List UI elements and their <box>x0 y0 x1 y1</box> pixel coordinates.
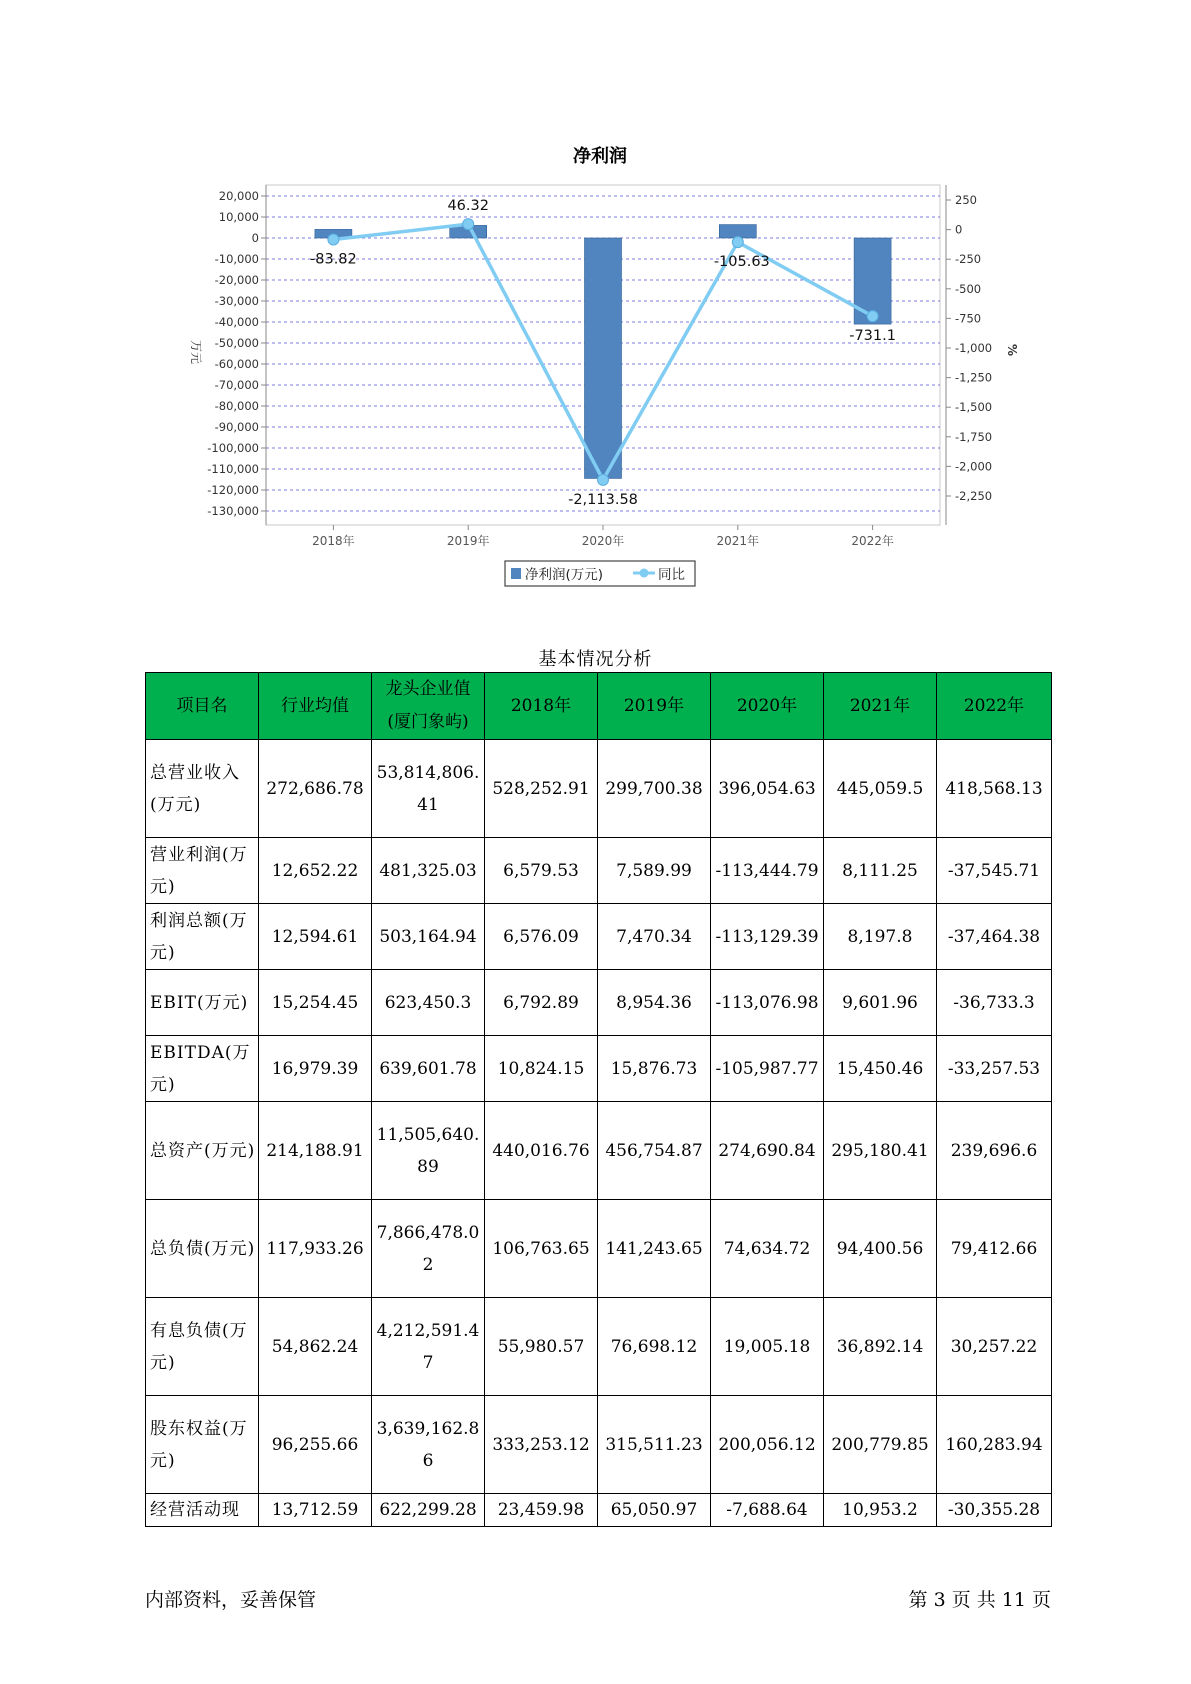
left-tick-label: 20,000 <box>218 189 259 203</box>
table-cell: 10,824.15 <box>485 1036 598 1102</box>
table-cell: 7,589.99 <box>598 838 711 904</box>
row-label: EBIT(万元) <box>146 970 259 1036</box>
table-row <box>146 970 1052 1036</box>
table-cell: 10,953.2 <box>824 1494 937 1527</box>
table-cell: 214,188.91 <box>259 1102 372 1200</box>
point-yoy <box>598 474 609 485</box>
column-header: 2020年 <box>711 673 824 740</box>
table-cell: 396,054.63 <box>711 740 824 838</box>
table-cell: 295,180.41 <box>824 1102 937 1200</box>
table-cell: 11,505,640.89 <box>372 1102 485 1200</box>
bar-net-profit <box>585 238 622 478</box>
row-label: 总营业收入(万元) <box>146 740 259 838</box>
table-cell: 200,056.12 <box>711 1396 824 1494</box>
legend-label-yoy: 同比 <box>658 567 685 583</box>
table-cell: 76,698.12 <box>598 1298 711 1396</box>
table-cell: 503,164.94 <box>372 904 485 970</box>
table-cell: 6,792.89 <box>485 970 598 1036</box>
table-cell: 19,005.18 <box>711 1298 824 1396</box>
right-tick-label: -500 <box>955 281 982 296</box>
table-cell: 440,016.76 <box>485 1102 598 1200</box>
column-header: 2021年 <box>824 673 937 740</box>
table-cell: 445,059.5 <box>824 740 937 838</box>
left-tick-label: 0 <box>251 231 259 245</box>
chart-title: 净利润 <box>573 146 627 167</box>
table-cell: -37,464.38 <box>937 904 1052 970</box>
table-cell: 65,050.97 <box>598 1494 711 1527</box>
table-row <box>146 1200 1052 1298</box>
table-row <box>146 1102 1052 1200</box>
table-cell: -30,355.28 <box>937 1494 1052 1527</box>
table-cell: 622,299.28 <box>372 1494 485 1527</box>
data-label-yoy: -105.63 <box>713 254 770 271</box>
row-label: 利润总额(万元) <box>146 904 259 970</box>
table-cell: 4,212,591.47 <box>372 1298 485 1396</box>
column-header: 龙头企业值(厦门象屿) <box>372 673 485 740</box>
data-label-yoy: -731.1 <box>849 328 896 345</box>
table-cell: 54,862.24 <box>259 1298 372 1396</box>
left-tick-label: -90,000 <box>214 420 259 434</box>
right-tick-label: -1,250 <box>955 370 993 385</box>
row-label: EBITDA(万元) <box>146 1036 259 1102</box>
right-tick-label: 250 <box>955 193 977 207</box>
analysis-table <box>145 672 1052 1527</box>
table-cell: 12,652.22 <box>259 838 372 904</box>
row-label: 经营活动现 <box>146 1494 259 1527</box>
table-cell: 315,511.23 <box>598 1396 711 1494</box>
table-cell: 16,979.39 <box>259 1036 372 1102</box>
row-label: 总负债(万元) <box>146 1200 259 1298</box>
table-cell: 333,253.12 <box>485 1396 598 1494</box>
right-axis-title: % <box>1005 343 1019 357</box>
table-cell: 7,866,478.02 <box>372 1200 485 1298</box>
table-cell: 3,639,162.86 <box>372 1396 485 1494</box>
x-tick-label: 2022年 <box>851 534 894 548</box>
left-tick-label: -10,000 <box>214 252 259 266</box>
table-cell: 160,283.94 <box>937 1396 1052 1494</box>
column-header: 行业均值 <box>259 673 372 740</box>
data-label-yoy: -2,113.58 <box>568 491 638 508</box>
point-yoy <box>732 237 743 248</box>
table-cell: 418,568.13 <box>937 740 1052 838</box>
table-cell: 639,601.78 <box>372 1036 485 1102</box>
table-cell: -33,257.53 <box>937 1036 1052 1102</box>
left-axis-title: 万元 <box>189 339 203 365</box>
table-cell: 8,111.25 <box>824 838 937 904</box>
table-row <box>146 904 1052 970</box>
row-label: 股东权益(万元) <box>146 1396 259 1494</box>
x-tick-label: 2020年 <box>581 534 625 548</box>
point-yoy <box>328 234 339 245</box>
left-tick-label: -70,000 <box>214 378 259 392</box>
page-number: 第 3 页 共 11 页 <box>908 1589 1051 1611</box>
left-tick-label: 10,000 <box>218 210 259 224</box>
left-tick-label: -130,000 <box>207 504 259 518</box>
table-cell: -7,688.64 <box>711 1494 824 1527</box>
table-cell: -113,129.39 <box>711 904 824 970</box>
right-tick-label: -2,000 <box>955 459 993 474</box>
table-cell: 13,712.59 <box>259 1494 372 1527</box>
table-cell: 94,400.56 <box>824 1200 937 1298</box>
column-header: 2019年 <box>598 673 711 740</box>
right-tick-label: -250 <box>955 252 982 267</box>
table-cell: 456,754.87 <box>598 1102 711 1200</box>
table-row <box>146 740 1052 838</box>
left-tick-label: -80,000 <box>214 399 259 413</box>
left-tick-label: -120,000 <box>207 483 259 497</box>
legend-bar-swatch <box>511 568 521 579</box>
table-cell: 106,763.65 <box>485 1200 598 1298</box>
legend-label-net-profit: 净利润(万元) <box>525 567 604 583</box>
right-tick-label: -1,750 <box>955 429 993 444</box>
point-yoy <box>867 311 878 322</box>
x-tick-label: 2021年 <box>716 534 760 548</box>
left-tick-label: -50,000 <box>214 336 259 350</box>
bar-net-profit <box>719 225 756 238</box>
net-profit-chart <box>0 0 1191 600</box>
left-tick-label: -60,000 <box>214 357 259 371</box>
left-tick-label: -20,000 <box>214 273 259 287</box>
table-cell: 8,197.8 <box>824 904 937 970</box>
table-cell: 96,255.66 <box>259 1396 372 1494</box>
table-cell: 239,696.6 <box>937 1102 1052 1200</box>
table-row <box>146 1298 1052 1396</box>
right-tick-label: -2,250 <box>955 489 993 503</box>
table-cell: 55,980.57 <box>485 1298 598 1396</box>
column-header: 2018年 <box>485 673 598 740</box>
table-cell: 623,450.3 <box>372 970 485 1036</box>
table-cell: 15,450.46 <box>824 1036 937 1102</box>
left-tick-label: -30,000 <box>214 294 259 308</box>
left-tick-label: -110,000 <box>207 462 259 476</box>
row-label: 总资产(万元) <box>146 1102 259 1200</box>
table-cell: 79,412.66 <box>937 1200 1052 1298</box>
table-cell: 30,257.22 <box>937 1298 1052 1396</box>
x-tick-label: 2018年 <box>312 534 355 548</box>
right-tick-label: -750 <box>955 311 982 326</box>
table-cell: 272,686.78 <box>259 740 372 838</box>
column-header: 2022年 <box>937 673 1052 740</box>
table-cell: 141,243.65 <box>598 1200 711 1298</box>
left-tick-label: -40,000 <box>214 315 259 329</box>
table-cell: -37,545.71 <box>937 838 1052 904</box>
table-cell: 7,470.34 <box>598 904 711 970</box>
column-header: 项目名 <box>146 673 259 740</box>
table-cell: 299,700.38 <box>598 740 711 838</box>
table-caption: 基本情况分析 <box>538 649 653 670</box>
table-cell: 36,892.14 <box>824 1298 937 1396</box>
table-cell: 12,594.61 <box>259 904 372 970</box>
table-cell: 200,779.85 <box>824 1396 937 1494</box>
table-cell: 117,933.26 <box>259 1200 372 1298</box>
row-label: 营业利润(万元) <box>146 838 259 904</box>
table-cell: 6,576.09 <box>485 904 598 970</box>
point-yoy <box>463 219 474 230</box>
table-cell: -105,987.77 <box>711 1036 824 1102</box>
left-tick-label: -100,000 <box>207 441 259 455</box>
table-cell: -36,733.3 <box>937 970 1052 1036</box>
x-tick-label: 2019年 <box>446 534 490 548</box>
table-cell: 9,601.96 <box>824 970 937 1036</box>
table-cell: -113,076.98 <box>711 970 824 1036</box>
table-cell: 53,814,806.41 <box>372 740 485 838</box>
data-label-yoy: 46.32 <box>447 198 489 215</box>
table-row <box>146 1036 1052 1102</box>
row-label: 有息负债(万元) <box>146 1298 259 1396</box>
table-row <box>146 838 1052 904</box>
data-label-yoy: -83.82 <box>310 251 357 268</box>
table-header-row <box>146 673 1052 740</box>
confidential-note: 内部资料，妥善保管 <box>145 1589 317 1611</box>
table-row <box>146 1396 1052 1494</box>
table-cell: 274,690.84 <box>711 1102 824 1200</box>
table-cell: 15,876.73 <box>598 1036 711 1102</box>
legend-point-swatch <box>640 569 649 578</box>
right-tick-label: 0 <box>955 222 963 237</box>
table-cell: 23,459.98 <box>485 1494 598 1527</box>
table-cell: 6,579.53 <box>485 838 598 904</box>
table-cell: 15,254.45 <box>259 970 372 1036</box>
table-cell: 481,325.03 <box>372 838 485 904</box>
table-cell: 74,634.72 <box>711 1200 824 1298</box>
table-row <box>146 1494 1052 1527</box>
table-cell: -113,444.79 <box>711 838 824 904</box>
table-cell: 8,954.36 <box>598 970 711 1036</box>
table-cell: 528,252.91 <box>485 740 598 838</box>
right-tick-label: -1,500 <box>955 400 993 415</box>
right-tick-label: -1,000 <box>955 341 993 355</box>
